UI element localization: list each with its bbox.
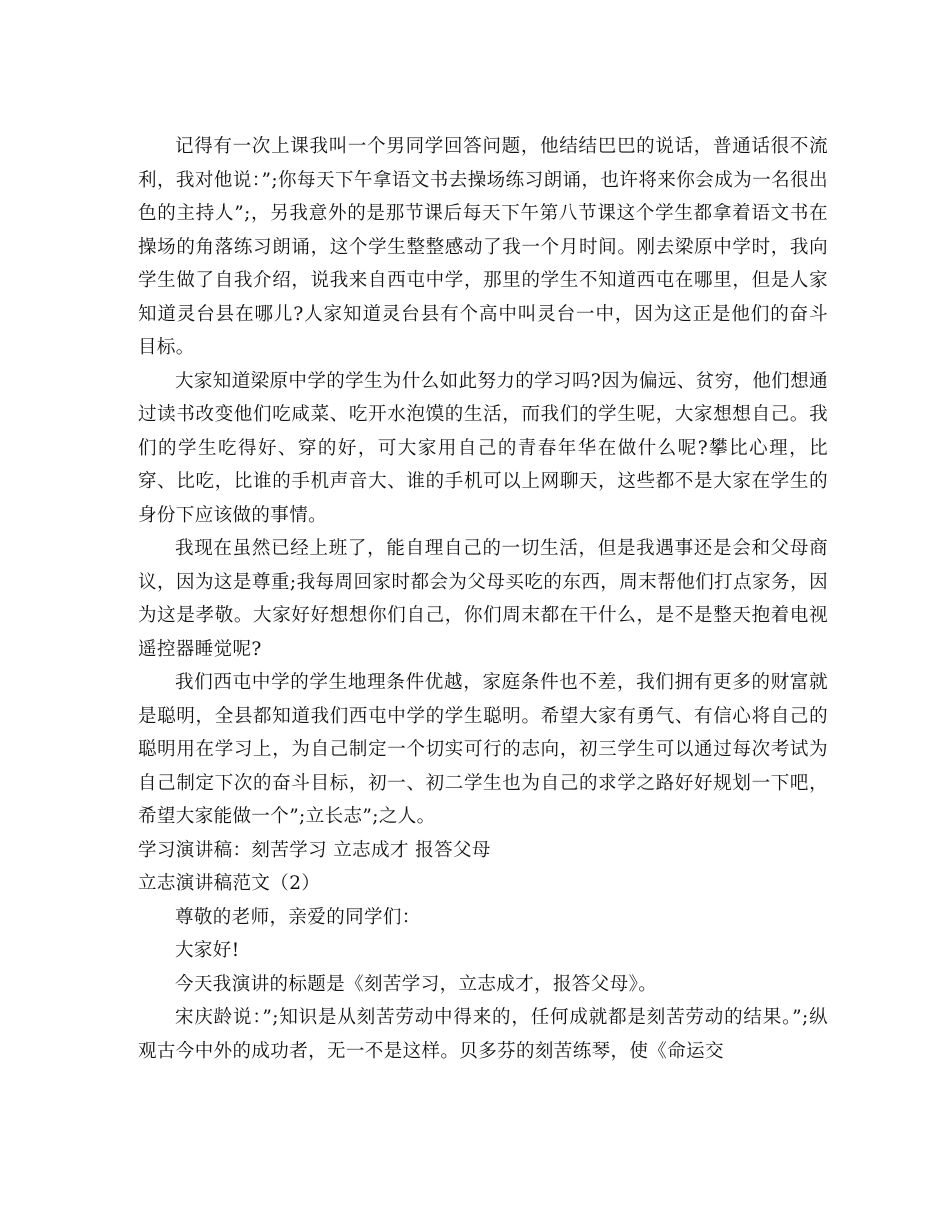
paragraph-classroom-story: 记得有一次上课我叫一个男同学回答问题，他结结巴巴的说话，普通话很不流利，我对他说：”;你每天下午拿语文书去操场练习朗诵，也许将来你会成为一名很出色的主持人”;，另我意外的是那节课后每天下午第八节课这个学生都拿着语文书在操场的角落练习朗诵，这个学生整整感动了我一个月时间。刚去梁原中学时，我向学生做了自我介绍，说我来自西屯中学，那里的学生不知道西屯在哪里，但是人家知道灵台县在哪儿?人家知道灵台县有个高中叫灵台一中，因为这正是他们的奋斗目标。 [138,136,828,358]
paragraph-respect-parents: 我现在虽然已经上班了，能自理自己的一切生活，但是我遇事还是会和父母商议，因为这是尊重;我每周回家时都会为父母买吃的东西，周末帮他们打点家务，因为这是孝敬。大家好好想想你们自己，你们周末都在干什么，是不是整天抱着电视遥控器睡觉呢? [138,538,828,660]
greeting-line: 大家好! [175,940,240,961]
document-body [138,130,828,1068]
speech-heading-2: 立志演讲稿范文（2） [138,873,321,894]
intro-line: 今天我演讲的标题是《刻苦学习，立志成才，报答父母》。 [175,973,658,995]
speech-heading-1: 学习演讲稿：刻苦学习 立志成才 报答父母 [138,839,491,861]
salutation-line: 尊敬的老师，亲爱的同学们： [175,906,421,928]
paragraph-xitun-students: 我们西屯中学的学生地理条件优越，家庭条件也不差，我们拥有更多的财富就是聪明，全县都知道我们西屯中学的学生聪明。希望大家有勇气、有信心将自己的聪明用在学习上，为自己制定一个切实可行的志向，初三学生可以通过每次考试为自己制定下次的奋斗目标，初一、初二学生也为自己的求学之路好好规划一下吧，希望大家能做一个”;立长志”;之人。 [138,672,828,827]
paragraph-liangyuan-students: 大家知道梁原中学的学生为什么如此努力的学习吗?因为偏远、贫穷，他们想通过读书改变他们吃咸菜、吃开水泡馍的生活，而我们的学生呢，大家想想自己。我们的学生吃得好、穿的好，可大家用自己的青春年华在做什么呢?攀比心理，比穿、比吃，比谁的手机声音大、谁的手机可以上网聊天，这些都不是大家在学生的身份下应该做的事情。 [138,370,828,526]
paragraph-song-qingling-quote: 宋庆龄说：”;知识是从刻苦劳动中得来的，任何成就都是刻苦劳动的结果。”;纵观古今中外的成功者，无一不是这样。贝多芬的刻苦练琴，使《命运交 [138,1007,828,1062]
